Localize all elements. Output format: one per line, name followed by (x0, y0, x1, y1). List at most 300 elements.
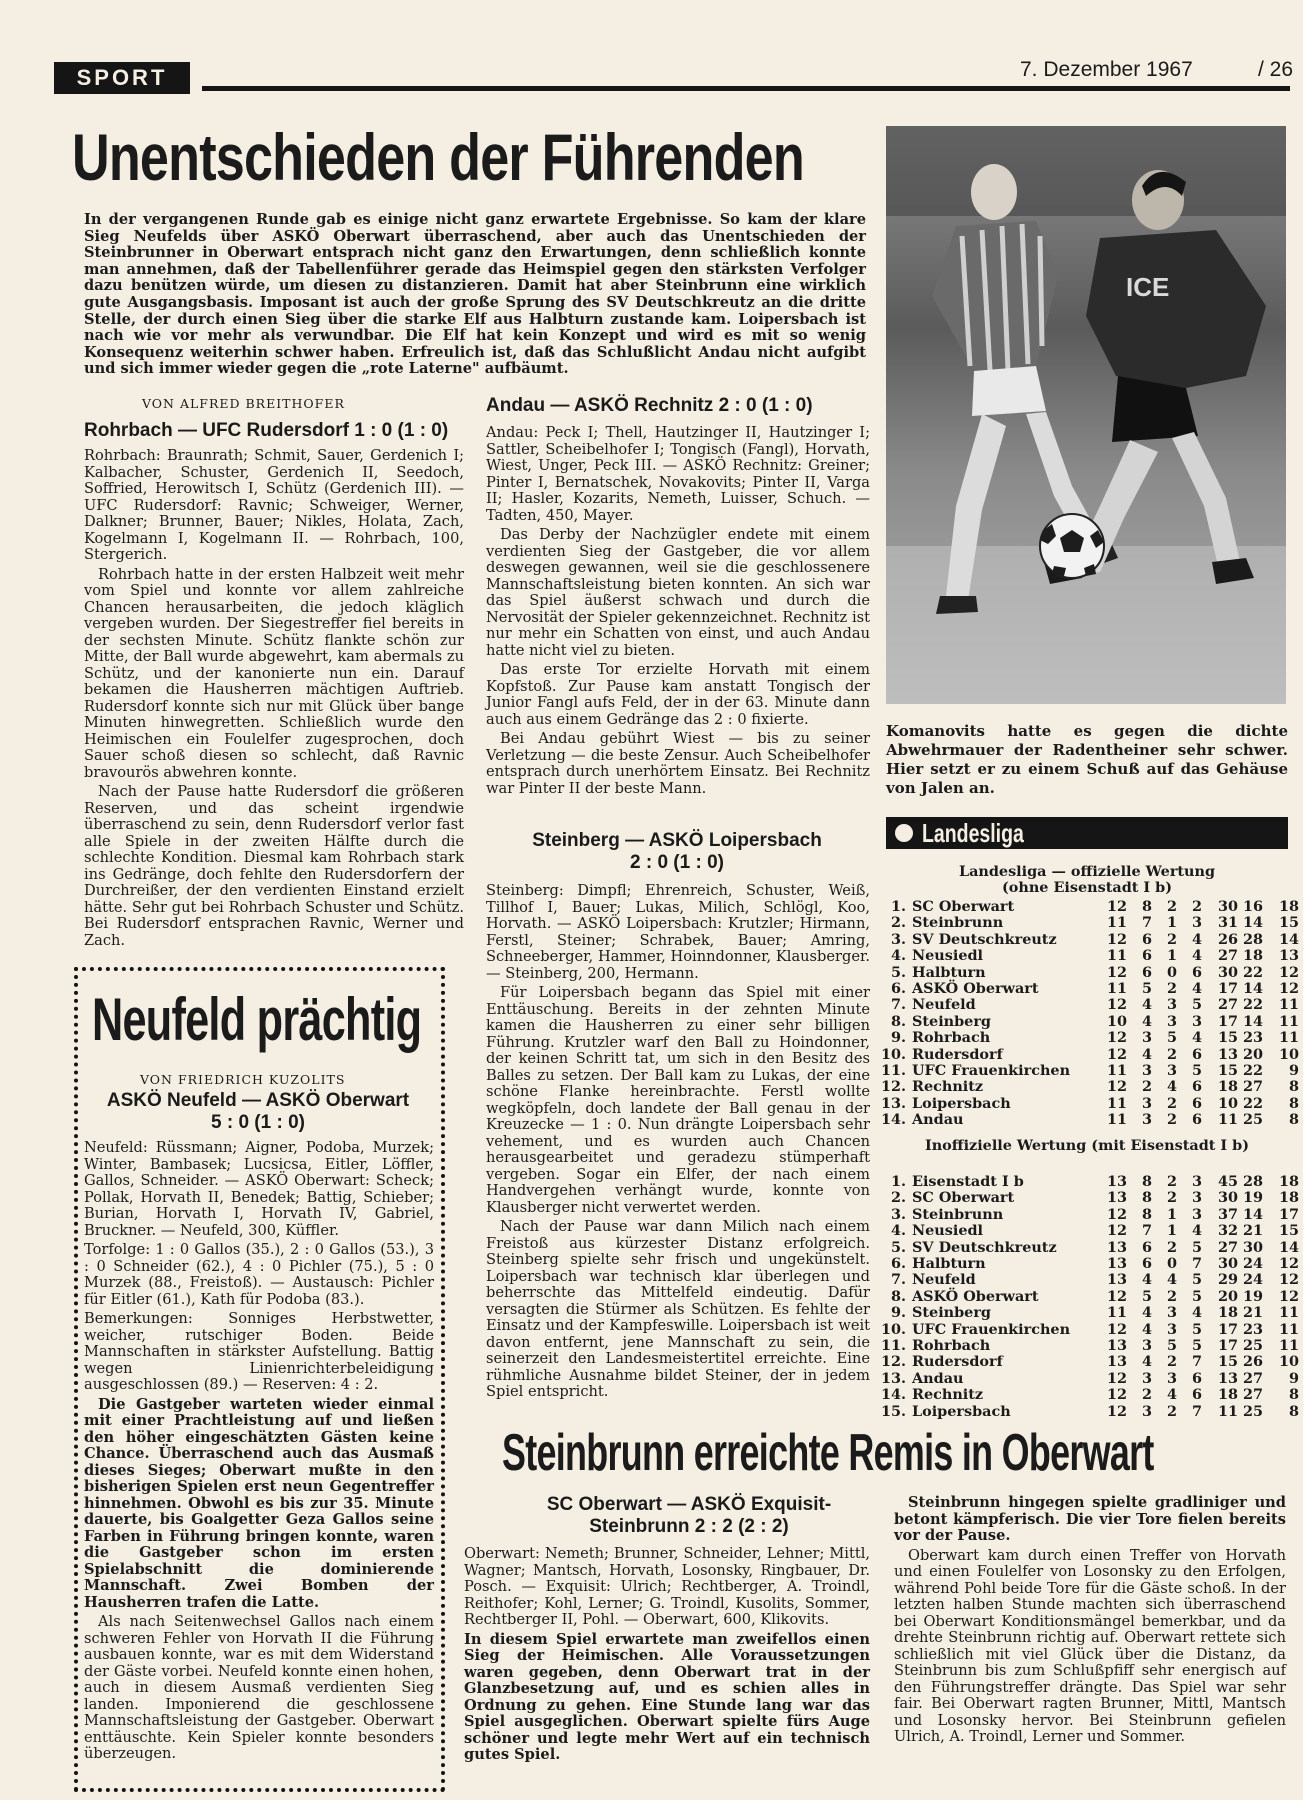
table-cell: 6 (1191, 1369, 1202, 1387)
table-cell: 0 (1166, 1255, 1177, 1273)
table-row (880, 1289, 1299, 1305)
table-cell: 4 (1141, 1304, 1152, 1322)
table-row (880, 1174, 1299, 1190)
table-cell: 7. (890, 1271, 906, 1289)
table-row (880, 997, 1299, 1013)
table-cell: 5 (1191, 1337, 1202, 1355)
table-cell: 6 (1191, 1045, 1202, 1063)
table-cell: 6 (1191, 963, 1202, 981)
table-row (880, 965, 1299, 981)
team-name: Steinberg (912, 1304, 991, 1322)
table-row (880, 915, 1299, 931)
table-cell: 4 (1141, 1012, 1152, 1030)
table-cell: 5. (890, 1238, 906, 1256)
team-name: Eisenstadt I b (912, 1173, 1024, 1190)
table-cell: 6 (1141, 1255, 1152, 1273)
table-cell: 4 (1141, 1045, 1152, 1063)
table-cell: 16 (1242, 898, 1263, 915)
team-name: Rohrbach (912, 1337, 991, 1355)
table-cell: 18 (1217, 1078, 1238, 1096)
table-cell: 12. (880, 1078, 906, 1096)
table-cell: 4 (1141, 996, 1152, 1014)
team-name: SV Deutschkreutz (912, 1238, 1057, 1256)
table-cell: 5 (1191, 1238, 1202, 1256)
table-cell: 12 (1106, 1045, 1127, 1063)
table-cell: 11 (1217, 1111, 1238, 1129)
table-cell: 11 (1106, 1304, 1127, 1322)
table-cell: 25 (1242, 1402, 1263, 1420)
unofficial-standings-table (880, 1174, 1299, 1420)
table-cell: 11 (1278, 1337, 1299, 1355)
table-cell: 11 (1106, 1111, 1127, 1129)
table-cell: 12 (1106, 1287, 1127, 1305)
table-row (880, 1207, 1299, 1223)
table-cell: 25 (1242, 1337, 1263, 1355)
table-cell: 3 (1166, 996, 1177, 1014)
match-report-oberwart-col2 (894, 1495, 1286, 1749)
table-cell: 4 (1191, 930, 1202, 948)
table-cell: 2 (1166, 930, 1177, 948)
table-cell: 12 (1106, 1078, 1127, 1096)
table-cell: 12 (1106, 898, 1127, 915)
paragraph: Die Gastgeber warteten wieder einmal mit einer Prachtleistung auf und ließen den höher eingeschätzten Gästen keine Chance. Überraschend auch das Ausmaß dieses Sieges; Oberwart mußte in den bisherigen Spielen erst neun Gegentreffer hinnehmen. Obwohl es bis zur 35. Minute dauerte, bis Goalgetter Geza Gallos seine Farben in Führung bringen konnte, waren die Gastgeber schon im ersten Spielabschnitt die dominierende Mannschaft. Zwei Bomben der Hausherren trafen die Latte. (84, 1395, 434, 1611)
table-cell: 8 (1141, 898, 1152, 915)
table-cell: 14 (1242, 1012, 1263, 1030)
team-name: UFC Frauenkirchen (912, 1062, 1071, 1080)
official-table-title (886, 864, 1288, 897)
table-cell: 2 (1166, 1238, 1177, 1256)
official-standings-table (880, 899, 1299, 1129)
table-cell: 22 (1242, 963, 1263, 981)
team-name: Rechnitz (912, 1386, 984, 1404)
table-cell: 12 (1106, 963, 1127, 981)
table-cell: 5 (1191, 996, 1202, 1014)
table-cell: 5. (890, 963, 906, 981)
paragraph: Rohrbach hatte in der ersten Halbzeit weit mehr vom Spiel und konnte vor allem zahlreiche Chancen herausarbeiten, die jedoch kläglich vergeben wurden. Der Siegestreffer fiel bereits in der sechsten Minute. Schütz flankte schön zur Mitte, der Ball wurde abgewehrt, kam abermals zu Schütz, und der kanonierte nun ein. Darauf bekamen die Hausherren mächtigen Auftrieb. Rudersdorf konnte sich nur mit Glück über bange Minuten hinwegretten. Schließlich wurde den Heimischen ein Foulelfer zugesprochen, doch Sauer schoß diesen so schlecht, daß Ravnic bravourös abwehren konnte. (84, 565, 464, 781)
table-cell: 45 (1217, 1173, 1238, 1190)
table-cell: 3 (1166, 1012, 1177, 1030)
table-row (880, 1063, 1299, 1079)
table-cell: 7. (890, 996, 906, 1014)
team-name: SC Oberwart (912, 898, 1015, 915)
table-cell: 10. (880, 1320, 906, 1338)
table-cell: 11 (1106, 1062, 1127, 1080)
table-cell: 10 (1217, 1094, 1238, 1112)
table-cell: 20 (1242, 1045, 1263, 1063)
table-title-line: Landesliga — offizielle Wertung (958, 863, 1216, 880)
table-cell: 8 (1288, 1402, 1299, 1420)
table-cell: 14 (1242, 914, 1263, 932)
table-cell: 3 (1191, 914, 1202, 932)
table-title-line: (ohne Eisenstadt I b) (1001, 879, 1173, 897)
table-cell: 0 (1166, 963, 1177, 981)
table-cell: 2 (1166, 980, 1177, 998)
table-cell: 6 (1191, 1094, 1202, 1112)
table-cell: 11 (1278, 1304, 1299, 1322)
table-cell: 1. (890, 898, 906, 915)
table-cell: 13 (1106, 1353, 1127, 1371)
table-row (880, 1112, 1299, 1128)
table-cell: 27 (1217, 947, 1238, 965)
table-cell: 17 (1217, 1320, 1238, 1338)
table-cell: 2 (1166, 1094, 1177, 1112)
table-cell: 3 (1191, 1173, 1202, 1190)
byline-breithofer: VON ALFRED BREITHOFER (142, 396, 345, 411)
table-cell: 3 (1141, 1029, 1152, 1047)
table-row (880, 1322, 1299, 1338)
table-row (880, 1047, 1299, 1063)
table-cell: 4 (1166, 1386, 1177, 1404)
table-cell: 30 (1217, 963, 1238, 981)
table-cell: 13 (1106, 1337, 1127, 1355)
table-row (880, 981, 1299, 997)
team-name: Halbturn (912, 963, 986, 981)
table-cell: 6 (1141, 1238, 1152, 1256)
table-cell: 15 (1217, 1062, 1238, 1080)
table-row (880, 1096, 1299, 1112)
team-name: ASKÖ Oberwart (912, 1287, 1039, 1305)
table-cell: 24 (1242, 1271, 1263, 1289)
table-cell: 3. (890, 1205, 906, 1223)
table-cell: 23 (1242, 1029, 1263, 1047)
match-score: Steinbrunn 2 : 2 (2 : 2) (589, 1516, 789, 1537)
table-cell: 9. (890, 1029, 906, 1047)
table-cell: 2 (1166, 1287, 1177, 1305)
table-cell: 15. (880, 1402, 906, 1420)
match-score: 2 : 0 (1 : 0) (630, 852, 724, 873)
table-cell: 12 (1278, 1271, 1299, 1289)
table-row (880, 1305, 1299, 1321)
table-cell: 2 (1141, 1386, 1152, 1404)
table-row (880, 899, 1299, 915)
unofficial-table-title: Inoffizielle Wertung (mit Eisenstadt I b) (924, 1137, 1250, 1154)
table-cell: 7 (1191, 1255, 1202, 1273)
table-row (880, 1272, 1299, 1288)
remarks: Bemerkungen: Sonniges Herbstwetter, weicher, rutschiger Boden. Beide Mannschaften in stärkster Aufstellung. Battig wegen Linienrichterbeleidigung ausgeschlossen (89.) — Reserven: 4 : 2. (84, 1310, 434, 1393)
table-row (880, 1079, 1299, 1095)
intro-paragraph: In der vergangenen Runde gab es einige nicht ganz erwartete Ergebnisse. So kam der klare Sieg Neufelds über ASKÖ Oberwart überraschend, aber auch das Unentschieden der Steinbrunner in Oberwart entsprach nicht ganz den Erwartungen, denn schließlich konnte man annehmen, daß der Tabellenführer gerade das Heimspiel gegen den stärksten Verfolger dazu benützen würde, um diesen zu distanzieren. Damit hat aber Steinbrunn eine wirklich gute Ausgangsbasis. Imposant ist auch der große Sprung des SV Deutschkreutz an die dritte Stelle, der durch einen Sieg über die starke Elf aus Halbturn zustande kam. Loipersbach ist nach wie vor mehr als verwundbar. Die Elf hat kein Konzept und wird es mit so wenig Konsequenz weiterhin schwer haben. Erfreulich ist, daß das Schlußlicht Andau nicht aufgibt und sich immer wieder gegen die „rote Laterne" aufbäumt. (84, 211, 866, 378)
football (1040, 514, 1104, 578)
table-cell: 5 (1166, 1029, 1177, 1047)
table-cell: 4 (1191, 1304, 1202, 1322)
table-cell: 4. (890, 947, 906, 965)
team-name: Rudersdorf (912, 1353, 1003, 1371)
team-name: ASKÖ Oberwart (912, 980, 1039, 998)
table-cell: 12 (1106, 1222, 1127, 1240)
lineup-steinberg: Steinberg: Dimpfl; Ehrenreich, Schuster, Weiß, Tillhof I, Bauer; Lukas, Milich, Schlögl, Koo, Horvath. — ASKÖ Loipersbach: Krutzler; Hirmann, Ferstl, Steiner; Schrabek, Bauer; Amring, Schneeberger, Hammer, Hoinndonner, Klausberger. — Steinberg, 200, Hermann. (486, 882, 870, 982)
lineup-andau: Andau: Peck I; Thell, Hautzinger II, Hautzinger I; Sattler, Scheibelhofer I; Tongisch (Fangl), Horvath, Wiest, Unger, Peck III. — ASKÖ Rechnitz: Greiner; Pinter I, Bernatschek, Novakovits; Pinter II, Varga II; Hasler, Kozarits, Nemeth, Luisser, Schuch. — Tadten, 450, Mayer. (486, 424, 870, 524)
table-cell: 10 (1106, 1012, 1127, 1030)
table-cell: 12 (1106, 1320, 1127, 1338)
match-report-rohrbach (84, 448, 464, 952)
table-cell: 18 (1217, 1304, 1238, 1322)
table-cell: 10 (1278, 1045, 1299, 1063)
table-cell: 15 (1217, 1029, 1238, 1047)
table-cell: 29 (1217, 1271, 1238, 1289)
table-cell: 6. (890, 980, 906, 998)
match-title-line: ASKÖ Neufeld — ASKÖ Oberwart (106, 1090, 410, 1111)
table-cell: 9. (890, 1304, 906, 1322)
table-cell: 12 (1278, 963, 1299, 981)
paragraph: Das Derby der Nachzügler endete mit einem verdienten Sieg der Gastgeber, die vor allem deswegen gewannen, weil sie die geschlossenere Mannschaftsleistung bieten konnten. An sich war das Spiel äußerst schwach und durch die Nervosität der Spieler gekennzeichnet. Rechnitz ist nur mehr ein Schatten von einst, und auch Andau hatte nicht viel zu bieten. (486, 526, 870, 659)
team-name: Rechnitz (912, 1078, 984, 1096)
table-cell: 13. (880, 1369, 906, 1387)
table-cell: 3 (1191, 1189, 1202, 1207)
table-cell: 13 (1106, 1255, 1127, 1273)
table-cell: 15 (1278, 1222, 1299, 1240)
table-cell: 24 (1242, 1255, 1263, 1273)
byline-kuzolits: VON FRIEDRICH KUZOLITS (140, 1072, 346, 1087)
team-name: Andau (912, 1369, 964, 1387)
table-cell: 5 (1141, 1287, 1152, 1305)
table-cell: 4 (1191, 947, 1202, 965)
match-title-steinberg (486, 830, 868, 874)
table-cell: 6 (1191, 1111, 1202, 1129)
table-cell: 30 (1217, 1189, 1238, 1207)
box-headline: Neufeld prächtig (92, 986, 422, 1053)
table-cell: 7 (1141, 914, 1152, 932)
table-cell: 18 (1242, 947, 1263, 965)
landesliga-banner (886, 817, 1288, 849)
table-cell: 3. (890, 930, 906, 948)
table-cell: 11 (1106, 947, 1127, 965)
table-cell: 30 (1217, 1255, 1238, 1273)
table-cell: 14 (1278, 1238, 1299, 1256)
table-cell: 8 (1141, 1205, 1152, 1223)
table-cell: 11 (1278, 1320, 1299, 1338)
table-cell: 12 (1106, 1386, 1127, 1404)
photo-caption: Komanovits hatte es gegen die dichte Abwehrmauer der Radentheiner sehr schwer. Hier setzt er zu einem Schuß auf das Gehäuse von Jalen an. (886, 722, 1288, 797)
lineup-rohrbach: Rohrbach: Braunrath; Schmit, Sauer, Gerdenich I; Kalbacher, Schuster, Gerdenich II, Seedoch, Soffried, Herowitsch I, Schütz (Gerdenich III). — UFC Rudersdorf: Ravnic; Schweiger, Werner, Dalkner; Brunner, Bauer; Nikles, Holata, Zach, Kogelmann I, Kogelmann II. — Rohrbach, 100, Stergerich. (84, 447, 464, 563)
table-row (880, 932, 1299, 948)
table-row (880, 1387, 1299, 1403)
table-cell: 4 (1166, 1078, 1177, 1096)
table-cell: 2 (1166, 1353, 1177, 1371)
table-cell: 30 (1242, 1238, 1263, 1256)
table-cell: 8 (1288, 1111, 1299, 1129)
match-score: 5 : 0 (1 : 0) (211, 1112, 305, 1133)
table-cell: 8 (1288, 1094, 1299, 1112)
table-row (880, 1256, 1299, 1272)
match-report-andau (486, 425, 870, 800)
table-cell: 2 (1191, 898, 1202, 915)
table-cell: 1 (1166, 1205, 1177, 1223)
table-cell: 3 (1166, 1062, 1177, 1080)
paragraph: Steinbrunn hingegen spielte gradliniger und betont kämpferisch. Die vier Tore fielen bereits vor der Pause. (894, 1494, 1286, 1544)
table-cell: 15 (1278, 914, 1299, 932)
table-cell: 17 (1278, 1205, 1299, 1223)
team-name: Steinberg (912, 1012, 991, 1030)
table-cell: 32 (1217, 1222, 1238, 1240)
table-cell: 4 (1141, 1271, 1152, 1289)
table-cell: 2. (890, 914, 906, 932)
table-cell: 25 (1242, 1111, 1263, 1129)
team-name: Halbturn (912, 1255, 986, 1273)
main-headline: Unentschieden der Führenden (72, 120, 804, 194)
team-name: Neufeld (912, 1271, 976, 1289)
table-cell: 8 (1141, 1173, 1152, 1190)
table-cell: 3 (1141, 1337, 1152, 1355)
table-cell: 3 (1141, 1369, 1152, 1387)
table-cell: 11 (1106, 914, 1127, 932)
table-cell: 11. (880, 1337, 906, 1355)
table-cell: 11 (1217, 1402, 1238, 1420)
table-cell: 7 (1191, 1353, 1202, 1371)
table-cell: 37 (1217, 1205, 1238, 1223)
table-cell: 19 (1242, 1189, 1263, 1207)
match-title-neufeld (84, 1090, 432, 1134)
table-row (880, 1030, 1299, 1046)
table-cell: 13 (1106, 1238, 1127, 1256)
table-cell: 13 (1278, 947, 1299, 965)
team-name: UFC Frauenkirchen (912, 1320, 1071, 1338)
table-cell: 11. (880, 1062, 906, 1080)
table-cell: 4 (1191, 980, 1202, 998)
team-name: Steinbrunn (912, 914, 1004, 932)
table-cell: 6 (1141, 947, 1152, 965)
team-name: Neusiedl (912, 947, 984, 965)
table-cell: 26 (1217, 930, 1238, 948)
table-cell: 17 (1217, 980, 1238, 998)
table-cell: 8 (1288, 1078, 1299, 1096)
table-cell: 3 (1166, 1320, 1177, 1338)
match-report-steinberg (486, 883, 870, 1404)
table-cell: 13 (1217, 1045, 1238, 1063)
table-cell: 6 (1141, 963, 1152, 981)
paragraph: In diesem Spiel erwartete man zweifellos einen Sieg der Heimischen. Alle Voraussetzungen waren gegeben, denn Oberwart trat in der Glanzbesetzung auf, und es schien alles in Ordnung zu gehen. Eine Stunde lang war das Spiel ausgeglichen. Oberwart spielte fürs Auge schöner und legte mehr Wert auf ein technisch gutes Spiel. (464, 1630, 870, 1763)
table-cell: 2 (1166, 898, 1177, 915)
table-cell: 5 (1191, 1062, 1202, 1080)
table-cell: 3 (1191, 1205, 1202, 1223)
bottom-headline: Steinbrunn erreichte Remis in Oberwart (502, 1424, 1154, 1482)
table-cell: 3 (1141, 1062, 1152, 1080)
match-photo (886, 126, 1286, 704)
table-cell: 17 (1217, 1337, 1238, 1355)
table-cell: 4 (1191, 1029, 1202, 1047)
table-cell: 17 (1217, 1012, 1238, 1030)
match-title-line: SC Oberwart — ASKÖ Exquisit- (546, 1494, 832, 1515)
table-cell: 7 (1141, 1222, 1152, 1240)
table-cell: 6. (890, 1255, 906, 1273)
table-cell: 1 (1166, 947, 1177, 965)
table-cell: 5 (1166, 1337, 1177, 1355)
table-cell: 13 (1217, 1369, 1238, 1387)
table-cell: 6 (1191, 1386, 1202, 1404)
table-cell: 27 (1242, 1386, 1263, 1404)
table-cell: 1 (1166, 1222, 1177, 1240)
table-cell: 11 (1106, 980, 1127, 998)
team-name: SC Oberwart (912, 1189, 1015, 1207)
table-cell: 2 (1141, 1078, 1152, 1096)
table-row (880, 1338, 1299, 1354)
table-cell: 9 (1288, 1369, 1299, 1387)
team-name: Steinbrunn (912, 1205, 1004, 1223)
team-name: Rohrbach (912, 1029, 991, 1047)
table-cell: 27 (1217, 1238, 1238, 1256)
table-cell: 18 (1278, 898, 1299, 915)
table-cell: 14. (880, 1111, 906, 1129)
team-name: Neufeld (912, 996, 976, 1014)
table-cell: 12 (1278, 1287, 1299, 1305)
table-cell: 18 (1278, 1173, 1299, 1190)
table-cell: 4 (1141, 1353, 1152, 1371)
table-cell: 10. (880, 1045, 906, 1063)
table-cell: 5 (1191, 1271, 1202, 1289)
table-cell: 9 (1288, 1062, 1299, 1080)
table-row (880, 948, 1299, 964)
table-cell: 13 (1106, 1189, 1127, 1207)
svg-text:ICE: ICE (1126, 272, 1170, 302)
lineup-neufeld: Neufeld: Rüssmann; Aigner, Podoba, Murzek; Winter, Bambasek; Lucsicsa, Eitler, Löffler, Gallos, Schneider. — ASKÖ Oberwart: Scheck; Pollak, Horvath II, Benedek; Battig, Schieber; Burian, Horvath I, Horvath IV, Gabriel, Bruckner. — Neufeld, 300, Küffler. (84, 1139, 434, 1239)
table-cell: 1 (1166, 914, 1177, 932)
table-cell: 27 (1217, 996, 1238, 1014)
table-cell: 4 (1191, 1222, 1202, 1240)
table-cell: 23 (1242, 1320, 1263, 1338)
team-name: Neusiedl (912, 1222, 984, 1240)
match-title-rohrbach: Rohrbach — UFC Rudersdorf 1 : 0 (1 : 0) (84, 420, 449, 441)
table-cell: 14 (1242, 980, 1263, 998)
table-cell: 2 (1166, 1045, 1177, 1063)
table-cell: 1. (890, 1173, 906, 1190)
table-cell: 3 (1166, 1369, 1177, 1387)
match-title-andau: Andau — ASKÖ Rechnitz 2 : 0 (1 : 0) (486, 395, 813, 416)
bullet-icon (895, 824, 913, 842)
table-cell: 6 (1191, 1078, 1202, 1096)
table-cell: 4 (1141, 1320, 1152, 1338)
match-report-neufeld (84, 1140, 434, 1766)
table-row (880, 1014, 1299, 1030)
table-cell: 2. (890, 1189, 906, 1207)
table-cell: 8. (890, 1012, 906, 1030)
table-cell: 2 (1166, 1189, 1177, 1207)
table-cell: 8. (890, 1287, 906, 1305)
paragraph: Für Loipersbach begann das Spiel mit einer Enttäuschung. Bereits in der zehnten Minute kamen die Hausherren zu einer sehr billigen Führung. Krutzler warf den Ball zu Hoindonner, der keinen Schritt tat, um sich in den Besitz des Balles zu setzen. Der Ball kam zu Lukas, der eine schöne Flanke hereinbrachte. Ferstl wollte wegköpfeln, doch landete der Ball genau in der Kreuzecke — 1 : 0. Nun drängte Loipersbach sehr vehement, und es wurden auch Chancen herausgearbeitet und geradezu stümperhaft vergeben. Sogar ein Elfer, der nach einem Handvergehen verhängt wurde, konnte von Klausberger nicht verwertet werden. (486, 984, 870, 1216)
lineup-oberwart: Oberwart: Nemeth; Brunner, Schneider, Lehner; Mittl, Wagner; Mantsch, Horvath, Losonsky, Ringbauer, Dr. Posch. — Exquisit: Ulrich; Rechtberger, A. Troindl, Reithofer; Kohl, Lerner; G. Troindl, Kusolits, Sommer, Rechtberger II, Pohl. — Oberwart, 600, Klikovits. (464, 1545, 870, 1628)
table-cell: 20 (1217, 1287, 1238, 1305)
table-cell: 5 (1191, 1287, 1202, 1305)
table-cell: 13 (1106, 1173, 1127, 1190)
table-cell: 31 (1217, 914, 1238, 932)
team-name: Rudersdorf (912, 1045, 1003, 1063)
table-cell: 12 (1106, 1205, 1127, 1223)
table-cell: 8 (1288, 1386, 1299, 1404)
table-cell: 3 (1141, 1094, 1152, 1112)
table-cell: 11 (1278, 996, 1299, 1014)
match-title-line: Steinberg — ASKÖ Loipersbach (532, 830, 822, 851)
table-cell: 11 (1278, 1012, 1299, 1030)
match-title-oberwart (494, 1494, 884, 1538)
team-name: Loipersbach (912, 1402, 1011, 1420)
table-cell: 3 (1166, 1304, 1177, 1322)
landesliga-label: Landesliga (922, 818, 1024, 848)
table-cell: 19 (1242, 1287, 1263, 1305)
team-name: SV Deutschkreutz (912, 930, 1057, 948)
paragraph: Bei Andau gebührt Wiest — bis zu seiner Verletzung — die beste Zensur. Auch Scheibelhofer entsprach durch unerhörtem Einsatz. Bei Rechnitz war Pinter II der beste Mann. (486, 730, 870, 797)
table-cell: 18 (1278, 1189, 1299, 1207)
table-row (880, 1240, 1299, 1256)
team-name: Andau (912, 1111, 964, 1129)
table-cell: 3 (1141, 1402, 1152, 1420)
paragraph: Als nach Seitenwechsel Gallos nach einem schweren Fehler von Horvath II die Führung ausbauen konnte, war es mit dem Widerstand der Gäste vorbei. Neufeld konnte einen hohen, auch in diesem Ausmaß verdienten Sieg landen. Imponierend die geschlossene Mannschaftsleistung der Gastgeber. Oberwart enttäuschte. Kein Spieler konnte besonders überzeugen. (84, 1613, 434, 1762)
table-cell: 2 (1166, 1173, 1177, 1190)
table-cell: 27 (1242, 1369, 1263, 1387)
match-report-oberwart-col1 (464, 1546, 870, 1767)
table-cell: 7 (1191, 1402, 1202, 1420)
table-cell: 12 (1106, 930, 1127, 948)
table-cell: 26 (1242, 1353, 1263, 1371)
table-cell: 12 (1278, 1255, 1299, 1273)
table-cell: 14 (1278, 930, 1299, 948)
